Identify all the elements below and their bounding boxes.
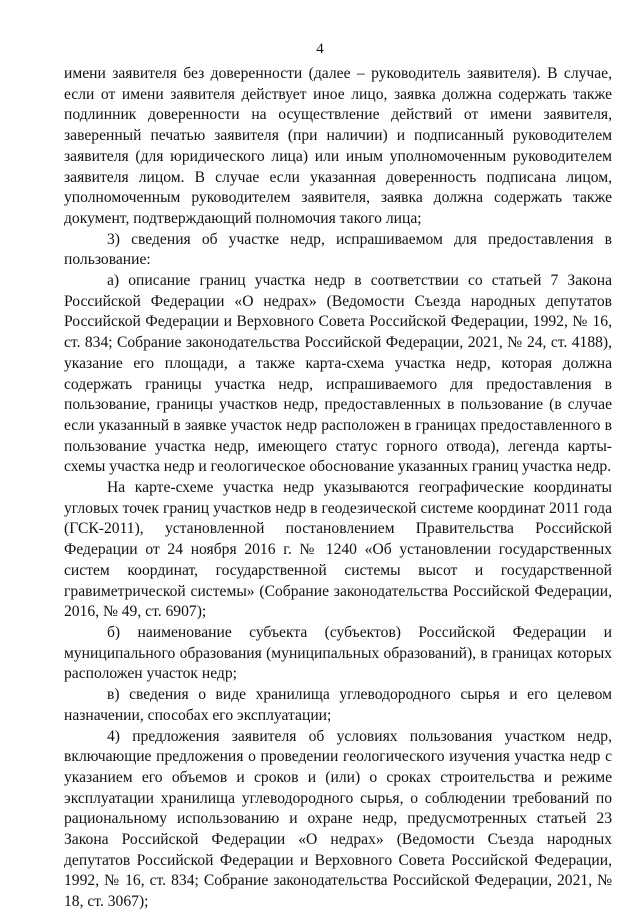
document-body xyxy=(64,64,612,913)
paragraph-continuation: имени заявителя без доверенности (далее – руководитель заявителя). В случае, если от имени заявителя действует иное лицо, заявка должна содержать также подлинник доверенности на осуществление действий от имени заявителя, заверенный печатью заявителя (при наличии) и подписанный руководителем заявителя (для юридического лица) или иным уполномоченным руководителем заявителя лицом. В случае если указанная доверенность подписана лицом, уполномоченным руководителем заявителя, заявка должна содержать также документ, подтверждающий полномочия такого лица; xyxy=(64,65,612,227)
paragraph-item-3v: в) сведения о виде хранилища углеводородного сырья и его целевом назначении, способах его эксплуатации; xyxy=(64,686,612,724)
paragraph-item-4: 4) предложения заявителя об условиях пользования участком недр, включающие предложения о проведении геологического изучения участка недр с указанием его объемов и сроков и (или) о сроках строительства и режиме эксплуатации хранилища углеводородного сырья, о соблюдении требований по рациональному использованию и охране недр, предусмотренных статьей 23 Закона Российской Федерации «О недрах» (Ведомости Съезда народных депутатов Российской Федерации и Верховного Совета Российской Федерации, 1992, № 16, ст. 834; Собрание законодательства Российской Федерации, 2021, № 18, ст. 3067); xyxy=(64,727,612,911)
paragraph-item-3a: а) описание границ участка недр в соответствии со статьей 7 Закона Российской Федерации «О недрах» (Ведомости Съезда народных депутатов Российской Федерации и Верховного Совета Российской Федерации, 1992, № 16, ст. 834; Собрание законодательства Российской Федерации, 2021, № 24, ст. 4188), указание его площади, а также карта-схема участка недр, которая должна содержать границы участка недр, испрашиваемого для предоставления в пользование, границы участков недр, предоставленных в пользование (в случае если указанный в заявке участок недр расположен в границах предоставленного в пользование участка недр, имеющего статус горного отвода), легенда карты-схемы участка недр и геологическое обоснование указанных границ участка недр. xyxy=(64,272,612,476)
paragraph-item-3: 3) сведения об участке недр, испрашиваемом для предоставления в пользование: xyxy=(64,230,612,269)
page-number: 4 xyxy=(316,41,324,57)
paragraph-map-coordinates: На карте-схеме участка недр указываются географические координаты угловых точек границ участков недр в геодезической системе координат 2011 года (ГСК-2011), установленной постановлением Правительства Российской Федерации от 24 ноября 2016 г. № 1240 «Об установлении государственных систем координат, государственной системы высот и государственной гравиметрической системы» (Собрание законодательства Российской Федерации, 2016, № 49, ст. 6907); xyxy=(64,479,612,621)
paragraph-item-3b: б) наименование субъекта (субъектов) Российской Федерации и муниципального образования (муниципальных образований), в границах которых расположен участок недр; xyxy=(64,623,612,683)
